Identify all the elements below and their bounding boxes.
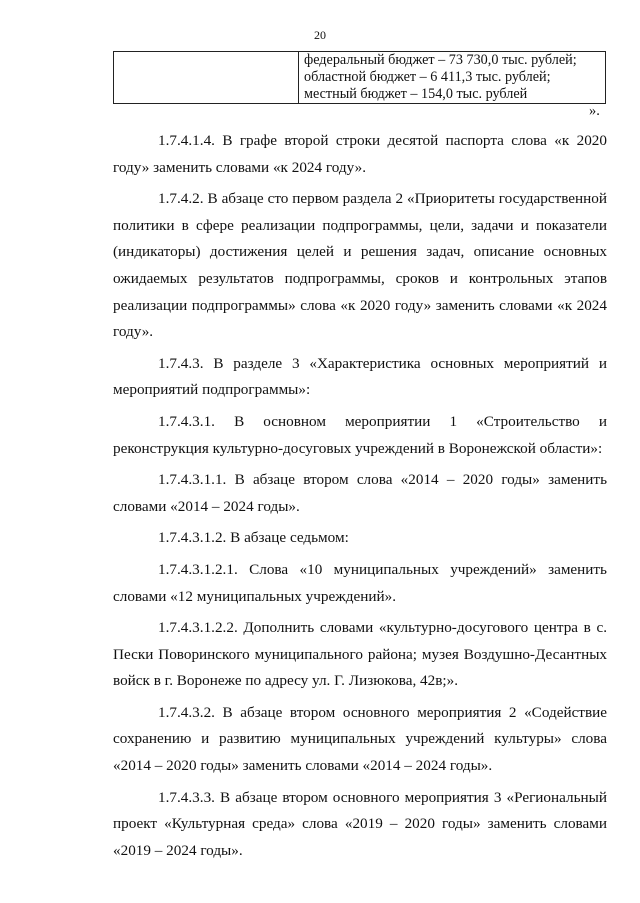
- paragraph-1-7-4-1-4: 1.7.4.1.4. В графе второй строки десятой паспорта слова «к 2020 году» заменить словами «к 2024 году».: [113, 132, 607, 176]
- paragraph-1-7-4-3-1-2-2: 1.7.4.3.1.2.2. Дополнить словами «культурно-досугового центра в с. Пески Поворинского муниципального района; музея Воздушно-Десантных войск в г. Воронеже по адресу ул. Г. Лизюкова, 42в;».: [113, 619, 607, 690]
- paragraph-1-7-4-3-1-1: 1.7.4.3.1.1. В абзаце втором слова «2014 – 2020 годы» заменить словами «2014 – 2024 годы».: [113, 471, 607, 515]
- budget-line-federal: федеральный бюджет – 73 730,0 тыс. рублей;: [304, 52, 577, 68]
- paragraph-1-7-4-3-1: 1.7.4.3.1. В основном мероприятии 1 «Строительство и реконструкция культурно-досуговых учреждений в Воронежской области»:: [113, 412, 607, 457]
- budget-line-regional: областной бюджет – 6 411,3 тыс. рублей;: [304, 69, 551, 85]
- budget-line-local: местный бюджет – 154,0 тыс. рублей: [304, 86, 528, 102]
- paragraph-1-7-4-2: 1.7.4.2. В абзаце сто первом раздела 2 «Приоритеты государственной политики в сфере реализации подпрограммы, цели, задачи и показатели (индикаторы) достижения целей и решения задач, описание основных ожидаемых результатов подпрограммы, сроков и контрольных этапов реализации подпрограммы» слова «к 2020 году» заменить словами «к 2024 году».: [113, 190, 607, 341]
- table-row: [114, 52, 606, 104]
- table-cell-empty: [114, 52, 299, 104]
- closing-quote: ».: [589, 103, 600, 119]
- document-body: [113, 128, 607, 864]
- page-number: 20: [314, 28, 326, 42]
- paragraph-1-7-4-3-1-2-1: 1.7.4.3.1.2.1. Слова «10 муниципальных учреждений» заменить словами «12 муниципальных учреждений».: [113, 560, 607, 605]
- budget-table: [113, 51, 606, 104]
- paragraph-1-7-4-3-1-2: 1.7.4.3.1.2. В абзаце седьмом:: [158, 529, 349, 547]
- paragraph-1-7-4-3: 1.7.4.3. В разделе 3 «Характеристика основных мероприятий и мероприятий подпрограммы»:: [113, 354, 607, 399]
- paragraph-1-7-4-3-3: 1.7.4.3.3. В абзаце втором основного мероприятия 3 «Региональный проект «Культурная среда» слова «2019 – 2020 годы» заменить словами «2019 – 2024 годы».: [113, 788, 607, 859]
- paragraph-1-7-4-3-2: 1.7.4.3.2. В абзаце втором основного мероприятия 2 «Содействие сохранению и развитию муниципальных учреждений культуры» слова «2014 – 2020 годы» заменить словами «2014 – 2024 годы».: [113, 703, 607, 775]
- table-cell-budget: [299, 52, 606, 104]
